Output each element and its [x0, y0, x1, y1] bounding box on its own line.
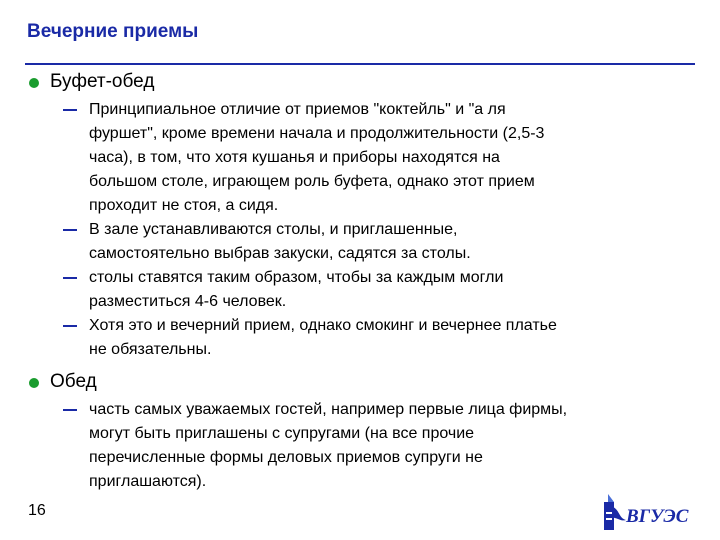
sub-item-text	[89, 98, 693, 218]
text-line: самостоятельно выбрав закуски, садятся за столы.	[89, 245, 471, 262]
text-line: часа), в том, что хотя кушанья и приборы находятся на	[89, 149, 500, 166]
text-line: приглашаются).	[89, 473, 207, 490]
university-logo-icon	[602, 492, 694, 539]
sub-item-text	[89, 218, 693, 266]
page-number: 16	[28, 502, 46, 519]
text-line: столы ставятся таким образом, чтобы за каждым могли	[89, 269, 504, 286]
text-line: разместиться 4-6 человек.	[89, 293, 287, 310]
bullet-heading: Обед	[50, 371, 97, 392]
text-line: В зале устанавливаются столы, и приглашенные,	[89, 221, 458, 238]
bullet-dot-icon	[29, 378, 39, 388]
text-line: не обязательны.	[89, 341, 212, 358]
slide-title: Вечерние приемы	[27, 21, 199, 42]
sub-item-text	[89, 266, 693, 314]
text-line: фуршет", кроме времени начала и продолжительности (2,5-3	[89, 125, 545, 142]
text-line: могут быть приглашены с супругами (на все прочие	[89, 425, 475, 442]
bullet-heading: Буфет-обед	[50, 71, 155, 92]
dash-icon	[63, 325, 77, 327]
text-line: проходит не стоя, а сидя.	[89, 197, 279, 214]
text-line: перечисленные формы деловых приемов супруги не	[89, 449, 483, 466]
dash-icon	[63, 229, 77, 231]
text-line: Хотя это и вечерний прием, однако смокинг и вечернее платье	[89, 317, 557, 334]
title-divider	[25, 63, 695, 65]
text-line: большом столе, играющем роль буфета, однако этот прием	[89, 173, 535, 190]
logo-text: ВГУЭС	[626, 506, 689, 527]
dash-icon	[63, 409, 77, 411]
text-line: часть самых уважаемых гостей, например первые лица фирмы,	[89, 401, 568, 418]
dash-icon	[63, 277, 77, 279]
bullet-dot-icon	[29, 78, 39, 88]
text-line: Принципиальное отличие от приемов "коктейль" и "а ля	[89, 101, 506, 118]
dash-icon	[63, 109, 77, 111]
sub-item-text	[89, 398, 693, 494]
sub-item-text	[89, 314, 693, 362]
